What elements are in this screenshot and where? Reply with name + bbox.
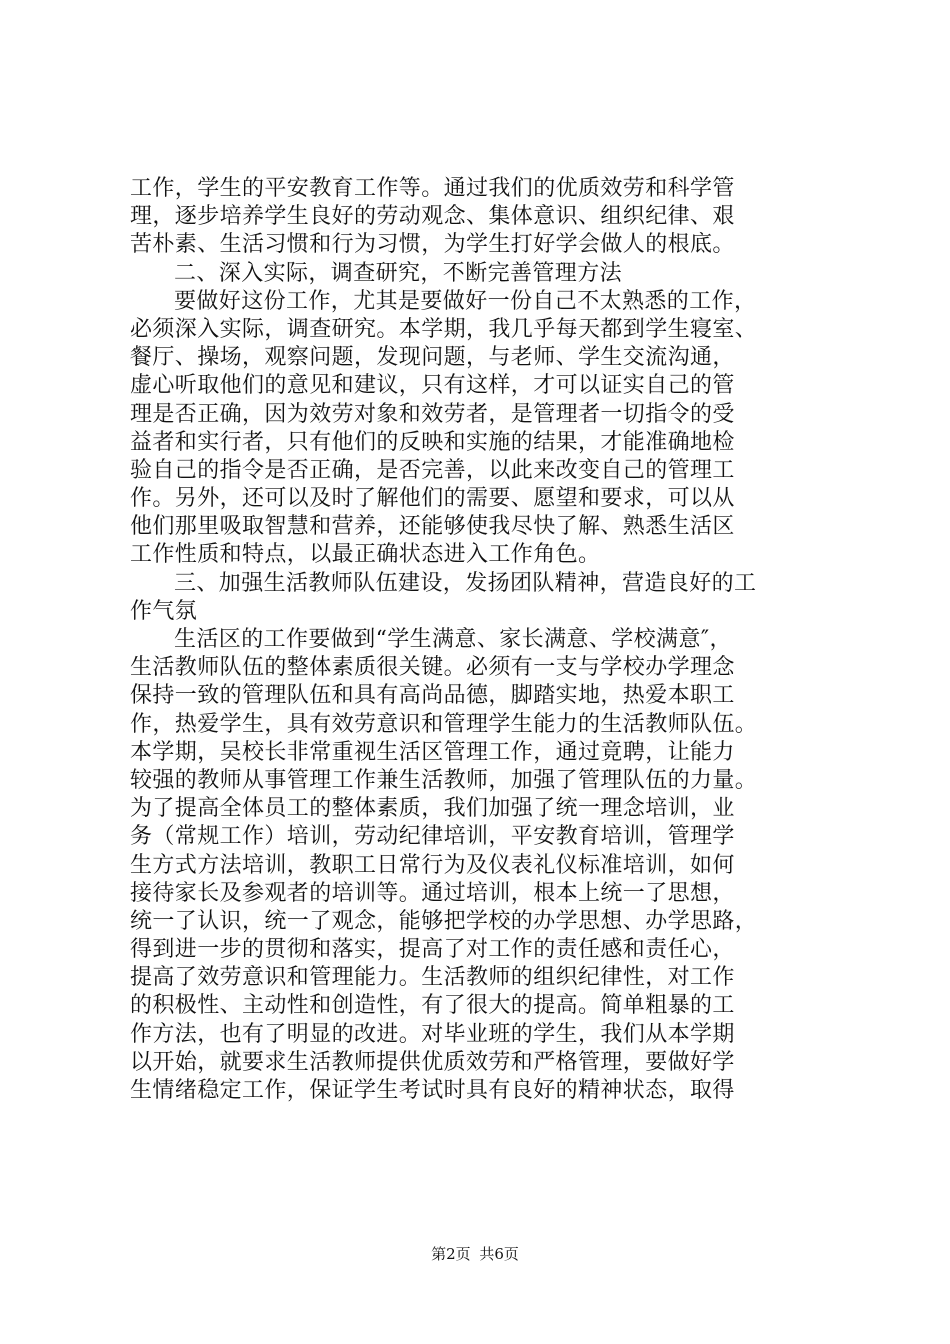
- text-line: 工作性质和特点，以最正确状态进入工作角色。: [130, 542, 601, 568]
- text-line: 生活教师队伍的整体素质很关键。必须有一支与学校办学理念: [130, 655, 735, 681]
- text-line: 作气氛: [130, 598, 198, 624]
- text-line: 提高了效劳意识和管理能力。生活教师的组织纪律性，对工作: [130, 965, 735, 991]
- text-line: 统一了认识，统一了观念，能够把学校的办学思想、办学思路，: [130, 908, 758, 934]
- text-line: 作，热爱学生，具有效劳意识和管理学生能力的生活教师队伍。: [130, 711, 758, 737]
- text-line: 较强的教师从事管理工作兼生活教师，加强了管理队伍的力量。: [130, 767, 758, 793]
- text-line: 为了提高全体员工的整体素质，我们加强了统一理念培训，业: [130, 796, 735, 822]
- text-line: 作。另外，还可以及时了解他们的需要、愿望和要求，可以从: [130, 486, 735, 512]
- text-line: 二、深入实际，调查研究，不断完善管理方法: [174, 260, 623, 286]
- text-line: 验自己的指令是否正确，是否完善，以此来改变自己的管理工: [130, 457, 735, 483]
- text-line: 餐厅、操场，观察问题，发现问题，与老师、学生交流沟通，: [130, 345, 735, 371]
- text-line: 理，逐步培养学生良好的劳动观念、集体意识、组织纪律、艰: [130, 204, 735, 230]
- text-line: 接待家长及参观者的培训等。通过培训，根本上统一了思想，: [130, 880, 735, 906]
- text-line: 工作，学生的平安教育工作等。通过我们的优质效劳和科学管: [130, 176, 735, 201]
- text-line: 以开始，就要求生活教师提供优质效劳和严格管理，要做好学: [130, 1049, 735, 1075]
- page-total: 共6页: [479, 1245, 519, 1263]
- page-footer: [0, 1243, 950, 1264]
- text-line: 生活区的工作要做到“学生满意、家长满意、学校满意″，: [174, 627, 732, 652]
- text-line: 要做好这份工作，尤其是要做好一份自己不太熟悉的工作，: [174, 288, 757, 314]
- text-line: 的积极性、主动性和创造性，有了很大的提高。简单粗暴的工: [130, 993, 735, 1019]
- page-number: 第2页: [431, 1245, 471, 1263]
- document-body: [130, 175, 830, 1105]
- text-line: 益者和实行者，只有他们的反映和实施的结果，才能准确地检: [130, 429, 735, 455]
- text-line: 虚心听取他们的意见和建议，只有这样，才可以证实自己的管: [130, 373, 735, 399]
- text-line: 保持一致的管理队伍和具有高尚品德，脚踏实地，热爱本职工: [130, 683, 735, 709]
- text-line: 生方式方法培训，教职工日常行为及仪表礼仪标准培训，如何: [130, 852, 735, 878]
- text-line: 生情绪稳定工作，保证学生考试时具有良好的精神状态，取得: [130, 1078, 735, 1103]
- text-line: 必须深入实际，调查研究。本学期，我几乎每天都到学生寝室、: [130, 316, 758, 342]
- text-line: 他们那里吸取智慧和营养，还能够使我尽快了解、熟悉生活区: [130, 514, 735, 540]
- text-line: 务（常规工作）培训，劳动纪律培训，平安教育培训，管理学: [130, 824, 735, 850]
- text-line: 理是否正确，因为效劳对象和效劳者，是管理者一切指令的受: [130, 401, 735, 427]
- text-line: 作方法，也有了明显的改进。对毕业班的学生，我们从本学期: [130, 1021, 735, 1047]
- text-line: 本学期，吴校长非常重视生活区管理工作，通过竟聘，让能力: [130, 739, 735, 765]
- text-line: 苦朴素、生活习惯和行为习惯，为学生打好学会做人的根底。: [130, 232, 735, 258]
- text-line: 三、加强生活教师队伍建设，发扬团队精神，营造良好的工: [174, 570, 757, 596]
- text-line: 得到进一步的贯彻和落实，提高了对工作的责任感和责任心，: [130, 937, 735, 963]
